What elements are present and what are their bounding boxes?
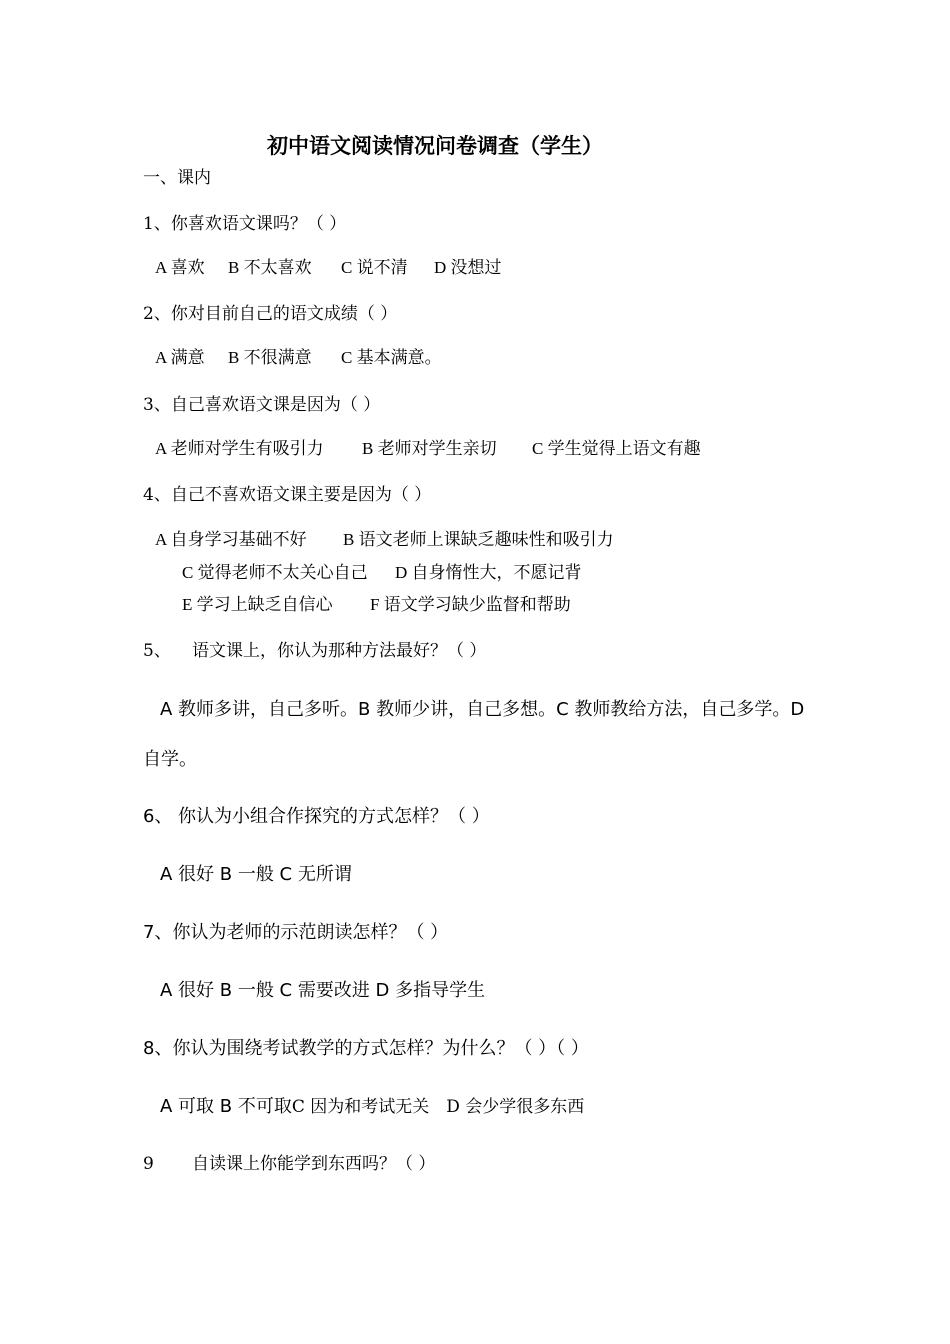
- question-8-number: 8、: [143, 1038, 173, 1059]
- question-8: [143, 1037, 589, 1061]
- q2-option-a: A 满意: [155, 348, 205, 367]
- question-1: 1、你喜欢语文课吗？（ ）: [143, 214, 347, 234]
- q2-option-c: C 基本满意。: [341, 348, 442, 367]
- question-3: [143, 394, 380, 416]
- question-8-text: 你认为围绕考试教学的方式怎样？为什么？（ ）（ ）: [172, 1038, 589, 1059]
- question-6-number: 6、: [143, 806, 173, 827]
- question-7-number: 7、: [143, 922, 173, 943]
- question-3-text: 自己喜欢语文课是因为（ ）: [170, 395, 381, 415]
- question-5-text: 语文课上，你认为那种方法最好？（ ）: [192, 641, 487, 661]
- q4-option-d: D 自身惰性大，不愿记背: [395, 563, 582, 582]
- q4-option-e: E 学习上缺乏自信心: [182, 595, 333, 614]
- q5-answer-line-1: A 教师多讲，自己多听。B 教师少讲，自己多想。C 教师教给方法，自己多学。D: [160, 699, 805, 720]
- question-9-text: 自读课上你能学到东西吗？（ ）: [192, 1154, 436, 1174]
- question-3-number: 3、: [143, 395, 171, 415]
- q4-option-b: B 语文老师上课缺乏趣味性和吸引力: [343, 530, 614, 549]
- question-9-number: 9: [143, 1154, 154, 1174]
- question-4-text: 自己不喜欢语文课主要是因为（ ）: [170, 485, 432, 505]
- q8-answer: [160, 1095, 584, 1119]
- question-4-number: 4、: [143, 485, 171, 505]
- section-heading: 一、课内: [143, 168, 211, 188]
- q4-option-c: C 觉得老师不太关心自己: [182, 563, 368, 582]
- q1-option-d: D 没想过: [434, 258, 502, 277]
- q8-answer-reasons: C 因为和考试无关 D 会少学很多东西: [291, 1097, 585, 1117]
- question-6-text: 你认为小组合作探究的方式怎样？（ ）: [178, 806, 490, 827]
- page-title: 初中语文阅读情况问卷调查（学生）: [267, 133, 603, 158]
- q3-option-c: C 学生觉得上语文有趣: [532, 439, 701, 458]
- q1-option-b: B 不太喜欢: [228, 258, 312, 277]
- q6-answer: A 很好 B 一般 C 无所谓: [160, 864, 352, 885]
- q4-option-f: F 语文学习缺少监督和帮助: [370, 595, 571, 614]
- question-2-number: 2、: [143, 304, 171, 324]
- question-7: [143, 921, 448, 945]
- q7-answer: A 很好 B 一般 C 需要改进 D 多指导学生: [160, 980, 486, 1001]
- question-2-text: 你对目前自己的语文成绩（ ）: [170, 304, 398, 324]
- q3-option-a: A 老师对学生有吸引力: [155, 439, 324, 458]
- question-4: [143, 484, 431, 506]
- q8-answer-options: A 可取 B 不可取: [160, 1096, 292, 1117]
- question-2: [143, 303, 397, 325]
- question-7-text: 你认为老师的示范朗读怎样？（ ）: [172, 922, 449, 943]
- q2-option-b: B 不很满意: [228, 348, 312, 367]
- q5-answer-line-2: 自学。: [143, 749, 197, 770]
- q4-option-a: A 自身学习基础不好: [155, 530, 307, 549]
- q1-option-c: C 说不清: [341, 258, 408, 277]
- question-5-number: 5、: [143, 641, 171, 661]
- q3-option-b: B 老师对学生亲切: [362, 439, 497, 458]
- q1-option-a: A 喜欢: [155, 258, 205, 277]
